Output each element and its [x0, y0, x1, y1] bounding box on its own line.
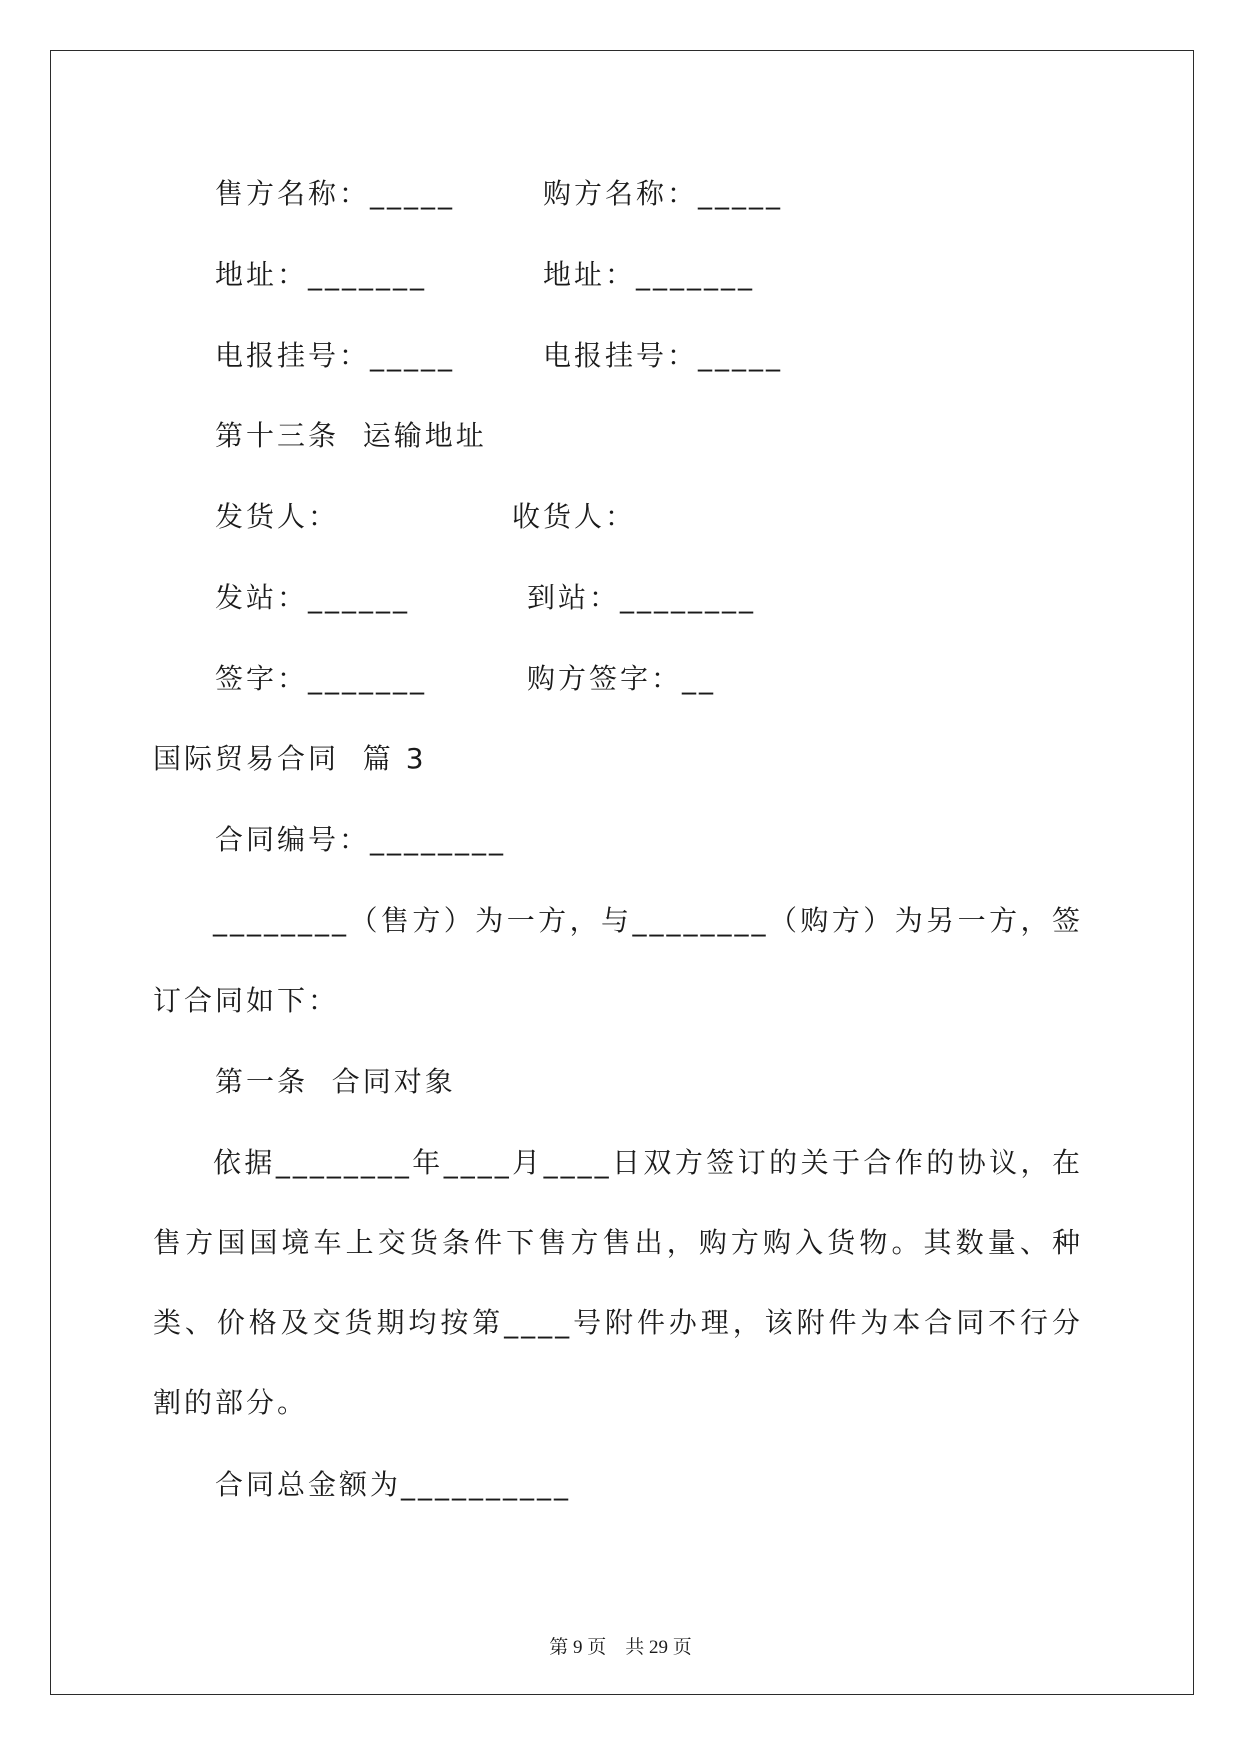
- shipper-line: 发货人：: [215, 500, 340, 533]
- section-title: 国际贸易合同 篇 3: [153, 742, 427, 775]
- buyer-name-line: 购方名称：_____: [543, 177, 784, 210]
- page-footer: 第 9 页 共 29 页: [549, 1637, 692, 1658]
- article-1-paragraph: 依据________年____月____日双方签订的关于合作的协议，在售方国国境车上交货条件下售方售出，购方购入货物。其数量、种类、价格及交货期均按第____号附件办理，该附件为本合同不行分割的部分。: [153, 1146, 1083, 1419]
- page-border: [50, 50, 1194, 1695]
- signature-line: 签字：_______: [215, 662, 428, 695]
- seller-name-line: 售方名称：_____: [215, 177, 456, 210]
- departure-station-line: 发站：______: [215, 581, 411, 614]
- seller-address-line: 地址：_______: [215, 258, 428, 291]
- arrival-station-line: 到站：________: [527, 581, 757, 614]
- article-13-heading: 第十三条 运输地址: [215, 419, 487, 452]
- buyer-address-line: 地址：_______: [543, 258, 756, 291]
- seller-telegram-line: 电报挂号：_____: [215, 339, 456, 372]
- buyer-telegram-line: 电报挂号：_____: [543, 339, 784, 372]
- buyer-signature-line: 购方签字：__: [527, 662, 717, 695]
- contract-number-line: 合同编号：________: [215, 823, 507, 856]
- total-amount-line: 合同总金额为__________: [215, 1468, 572, 1501]
- article-1-heading: 第一条 合同对象: [215, 1065, 456, 1098]
- intro-paragraph: ________（售方）为一方，与________（购方）为另一方，签订合同如下：: [153, 904, 1083, 1017]
- consignee-line: 收货人：: [512, 500, 637, 533]
